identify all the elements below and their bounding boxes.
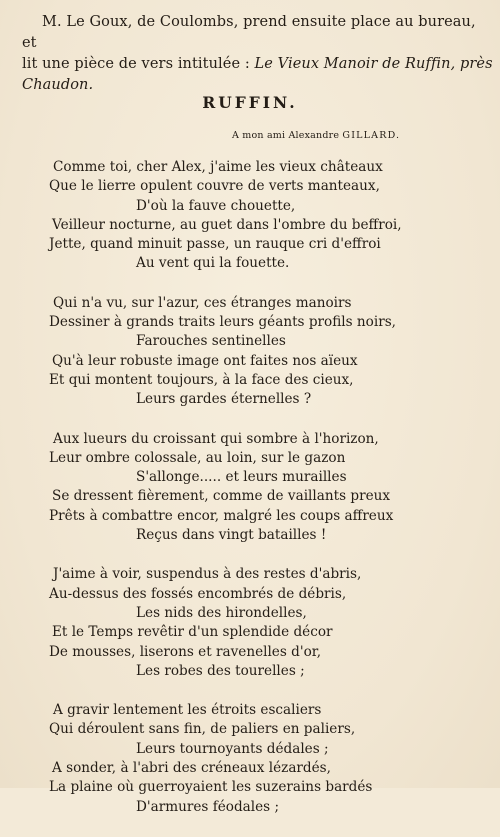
verse-line: Jette, quand minuit passe, un rauque cri d'effroi — [49, 236, 381, 253]
verse-line: La plaine où guerroyaient les suzerains bardés — [49, 779, 373, 796]
poem-dedication — [232, 130, 400, 141]
stanza — [0, 158, 500, 274]
verse-line: Prêts à combattre encor, malgré les coups affreux — [49, 507, 394, 524]
verse-line: Comme toi, cher Alex, j'aime les vieux châteaux — [53, 159, 383, 175]
intro-text: lit une pièce de vers intitulée : — [22, 56, 255, 72]
stanza — [0, 294, 500, 410]
intro-line-2 — [22, 56, 493, 72]
verse-line: Farouches sentinelles — [136, 333, 286, 350]
verse-line: Aux lueurs du croissant qui sombre à l'horizon, — [53, 430, 379, 447]
verse-line: De mousses, liserons et ravenelles d'or, — [49, 643, 322, 660]
verse-line: Qui n'a vu, sur l'azur, ces étranges manoirs — [53, 294, 352, 311]
verse-line: Qui déroulent sans fin, de paliers en paliers, — [49, 721, 356, 738]
verse-line: Les robes des tourelles ; — [136, 662, 305, 679]
stanza — [0, 701, 500, 817]
stanza — [0, 430, 500, 546]
dedication-prefix: A mon ami Alexandre — [232, 130, 343, 141]
verse-line: Veilleur nocturne, au guet dans l'ombre du beffroi, — [52, 216, 402, 233]
verse-line: Que le lierre opulent couvre de verts manteaux, — [49, 178, 380, 195]
verse-line: A sonder, à l'abri des créneaux lézardés, — [52, 760, 331, 777]
poem-body — [0, 158, 500, 837]
dedication-name: GILLARD. — [342, 130, 401, 141]
verse-line: A gravir lentement les étroits escaliers — [53, 702, 322, 719]
verse-line: Leurs gardes éternelles ? — [136, 391, 312, 408]
verse-line: D'où la fauve chouette, — [136, 197, 296, 214]
verse-line: Reçus dans vingt batailles ! — [136, 527, 327, 544]
verse-line: Les nids des hirondelles, — [136, 604, 307, 621]
stanza — [0, 565, 500, 681]
verse-line: Leur ombre colossale, au loin, sur le gazon — [49, 449, 346, 466]
verse-line: S'allonge..... et leurs murailles — [136, 469, 347, 486]
verse-line: Au-dessus des fossés encombrés de débris, — [49, 585, 347, 602]
intro-poem-title: Le Vieux Manoir de Ruffin, près — [254, 56, 493, 72]
intro-paragraph — [22, 12, 494, 96]
intro-poem-place: Chaudon. — [22, 77, 94, 93]
verse-line: Qu'à leur robuste image ont faites nos aïeux — [52, 352, 358, 369]
verse-line: Leurs tournoyants dédales ; — [136, 740, 329, 757]
verse-line: Dessiner à grands traits leurs géants profils noirs, — [49, 314, 397, 331]
verse-line: Et qui montent toujours, à la face des cieux, — [49, 371, 354, 388]
poem-title: RUFFIN. — [202, 93, 298, 112]
verse-line: J'aime à voir, suspendus à des restes d'abris, — [53, 566, 362, 583]
verse-line: Se dressent fièrement, comme de vaillants preux — [52, 488, 391, 505]
verse-line: Au vent qui la fouette. — [136, 255, 290, 272]
verse-line: Et le Temps revêtir d'un splendide décor — [52, 624, 333, 641]
verse-line: D'armures féodales ; — [136, 798, 280, 815]
intro-line-1: M. Le Goux, de Coulombs, prend ensuite place au bureau, et — [22, 14, 476, 51]
